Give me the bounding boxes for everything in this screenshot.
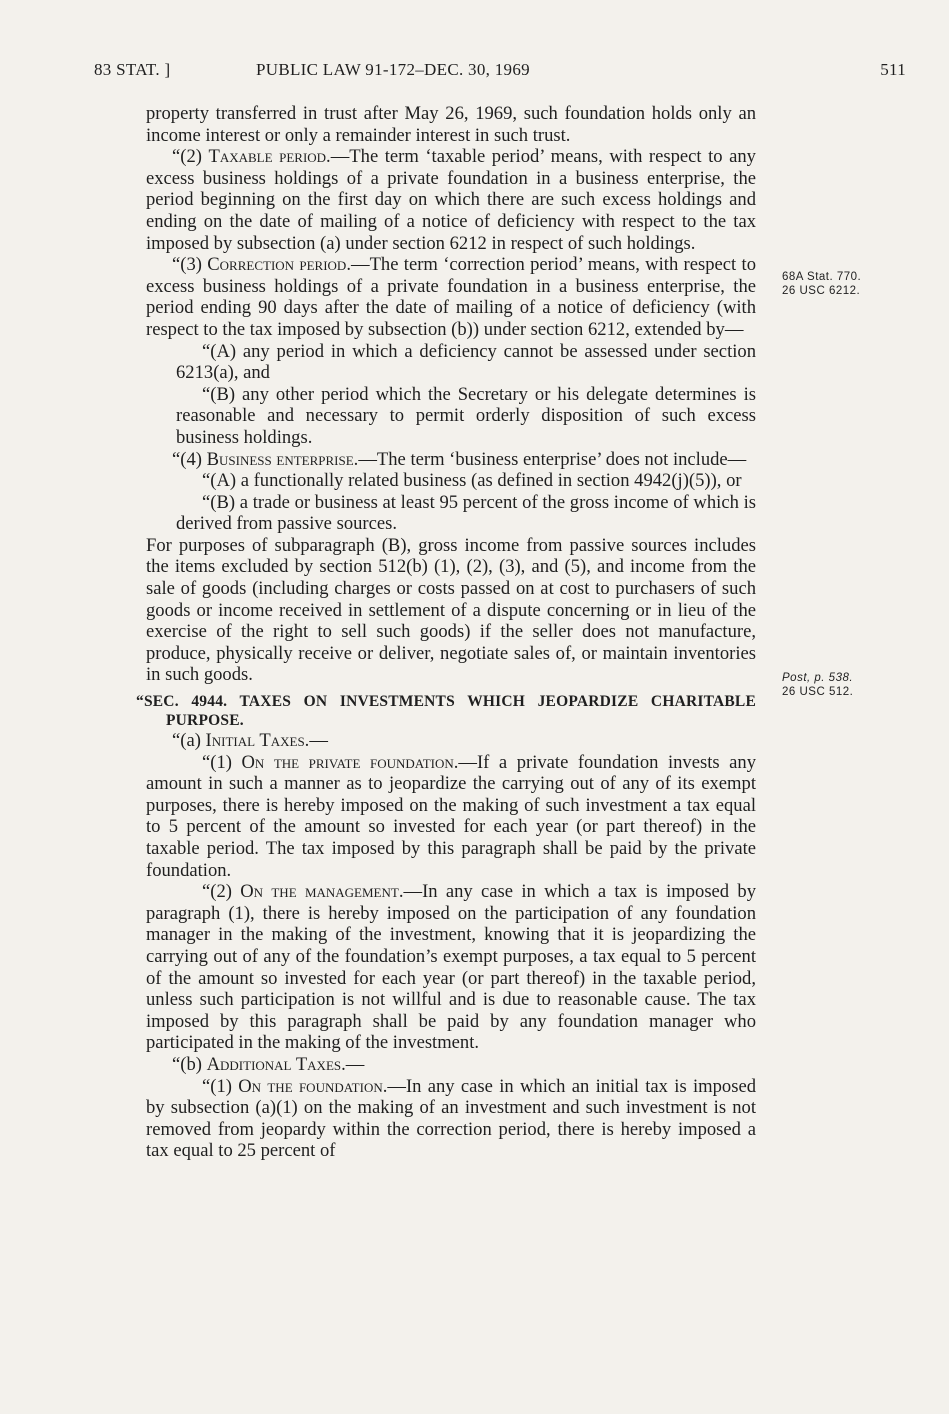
paragraph-text: —In any case in which a tax is imposed by paragraph (1), there is hereby imposed on the participation of any foundation manager in the making of the investment, knowing that it is jeopardizing the carrying out of any of the foundation’s exempt purposes, a tax equal to 5 percent of the amount so invested for each year (or part thereof) in the taxable period, unless such participation is not willful and is due to reasonable cause. The tax imposed by this paragraph shall be paid by any foundation manager who participated in the making of the investment. xyxy=(146,881,757,1054)
paragraph-business-enterprise xyxy=(146,449,756,471)
subparagraph: “(B) a trade or business at least 95 percent of the gross income of which is derived from passive sources. xyxy=(176,491,756,535)
statute-reference: 83 STAT. ] xyxy=(94,60,171,79)
paragraph-number: “(4) xyxy=(172,448,207,470)
paragraph-number: “(1) xyxy=(202,751,242,773)
paragraph-text: —If a private foundation invests any amount in such a manner as to jeopardize the carrying out of any of its exempt purposes, there is hereby imposed on the making of such investment a tax equal to 5 percent of the amount so invested for each year (or part thereof) in the taxable period. The tax imposed by this paragraph shall be paid by the private foundation. xyxy=(146,751,756,881)
margin-note-line: 26 USC 512. xyxy=(782,686,854,698)
subsection-heading: Initial Taxes. xyxy=(205,730,310,752)
page-title: PUBLIC LAW 91-172–DEC. 30, 1969 xyxy=(256,60,530,79)
paragraph-text: —The term ‘business enterprise’ does not include— xyxy=(358,448,747,470)
paragraph-taxable-period xyxy=(146,146,756,254)
subsection-initial-taxes xyxy=(146,730,756,752)
paragraph-heading: Correction period. xyxy=(207,254,351,276)
margin-note-1 xyxy=(782,270,902,298)
paragraph-on-management xyxy=(146,881,756,1054)
paragraph-heading: On the management. xyxy=(240,881,404,903)
paragraph-number: “(3) xyxy=(172,254,208,276)
paragraph-heading: On the foundation. xyxy=(238,1075,388,1097)
paragraph-heading: Business enterprise. xyxy=(206,448,359,470)
paragraph-correction-period xyxy=(146,254,756,340)
paragraph-on-private-foundation xyxy=(146,752,756,882)
subsection-dash: — xyxy=(345,1053,365,1075)
paragraph-number: “(2) xyxy=(202,881,241,903)
subsection-heading: Additional Taxes. xyxy=(206,1053,346,1075)
running-header xyxy=(94,60,906,88)
subparagraph: “(A) a functionally related business (as defined in section 4942(j)(5)), or xyxy=(202,470,742,492)
subsection-dash: — xyxy=(309,730,328,752)
paragraph-text: —The term ‘taxable period’ means, with respect to any excess business holdings of a private foundation in a business enterprise, the period beginning on the first day on which there are such excess holdings and ending on the date of mailing of a notice of deficiency with respect to the tax imposed by subsection (a) under section 6212 in respect of such holdings. xyxy=(146,146,756,254)
margin-note-2 xyxy=(782,671,902,699)
section-heading: “SEC. 4944. TAXES ON INVESTMENTS WHICH JEOPARDIZE CHARITABLE PURPOSE. xyxy=(136,693,756,730)
margin-note-line: 68A Stat. 770. xyxy=(782,271,862,283)
subparagraph: “(B) any other period which the Secretary or his delegate determines is reasonable and necessary to permit orderly disposition of such excess business holdings. xyxy=(176,383,756,448)
subparagraph: “(A) any period in which a deficiency cannot be assessed under section 6213(a), and xyxy=(176,340,756,384)
document-body xyxy=(136,103,757,1162)
subsection-number: “(b) xyxy=(172,1053,207,1075)
page-number: 511 xyxy=(880,60,906,79)
paragraph-number: “(2) xyxy=(172,146,209,168)
paragraph-text: —The term ‘correction period’ means, with respect to excess business holdings of a private foundation in a business enterprise, the period ending 90 days after the date of mailing of a notice of deficiency (with respect to the tax imposed by subsection (b)) under section 6212, extended by— xyxy=(146,254,756,340)
subsection-number: “(a) xyxy=(172,730,206,752)
subsection-additional-taxes xyxy=(146,1054,756,1076)
paragraph-number: “(1) xyxy=(202,1075,239,1097)
margin-note-line: Post, p. 538. xyxy=(782,672,854,684)
paragraph-heading: On the private foundation. xyxy=(241,751,459,773)
paragraph: property transferred in trust after May 26, 1969, such foundation holds only an income interest or only a remainder interest in such trust. xyxy=(146,103,756,146)
paragraph-on-foundation xyxy=(146,1076,756,1162)
paragraph-passive-sources: For purposes of subparagraph (B), gross income from passive sources includes the items excluded by section 512(b) (1), (2), (3), and (5), and income from the sale of goods (including charges or costs passed on at cost to purchasers of such goods or income received in settlement of a dispute concerning or in lieu of the exercise of the right to sell such goods) if the seller does not manufacture, produce, physically receive or deliver, negotiate sales of, or maintain inventories in such goods. xyxy=(146,534,756,686)
margin-note-line: 26 USC 6212. xyxy=(782,285,861,297)
paragraph-heading: Taxable period. xyxy=(208,146,331,168)
paragraph-text: —In any case in which an initial tax is imposed by subsection (a)(1) on the making of an investment and such investment is not removed from jeopardy within the correction period, there is hereby imposed a tax equal to 25 percent of xyxy=(146,1075,756,1162)
